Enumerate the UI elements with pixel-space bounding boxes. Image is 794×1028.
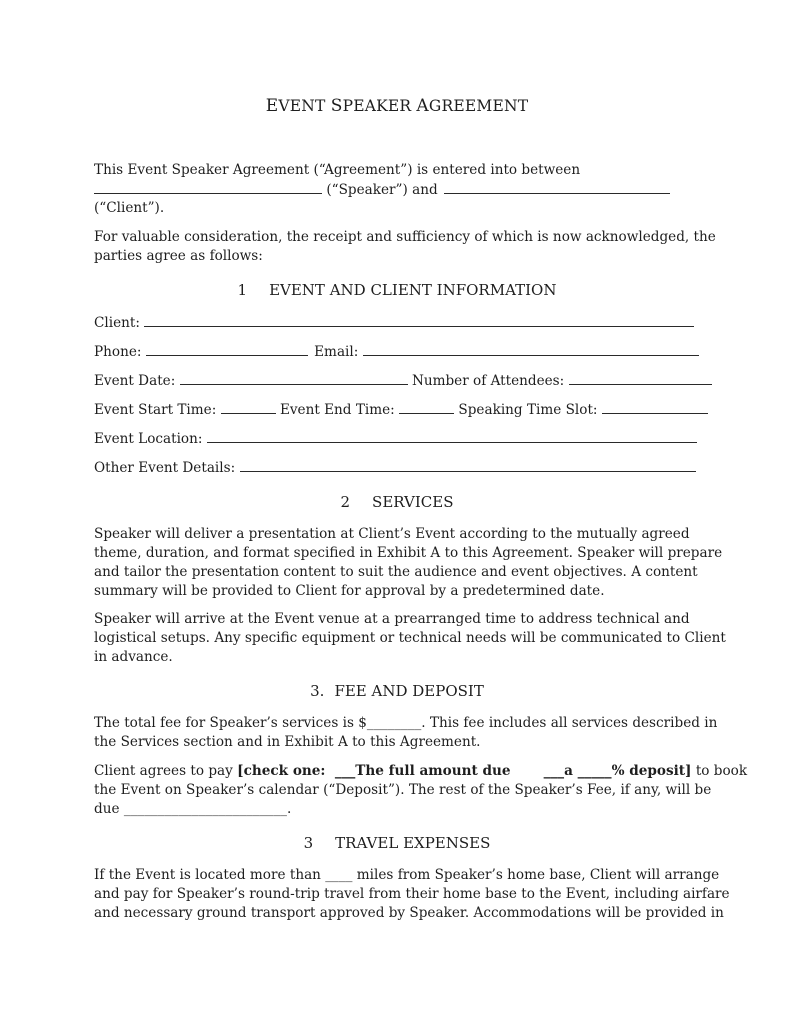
section-title: TRAVEL EXPENSES — [335, 834, 491, 852]
event-date-field[interactable] — [180, 371, 408, 385]
travel-para-line: If the Event is located more than ____ miles from Speaker’s home base, Client will arrange — [94, 867, 720, 883]
start-time-field[interactable] — [221, 400, 276, 414]
deposit-options[interactable]: [check one: ___The full amount due ___a _____% deposit] — [237, 763, 692, 779]
fee-para-1-line: the Services section and in Exhibit A to this Agreement. — [94, 734, 481, 750]
section-heading-services — [0, 493, 794, 511]
contact-field-row — [94, 342, 699, 362]
client-name-blank[interactable] — [444, 180, 670, 194]
title-part: PEAKER — [342, 97, 417, 115]
intro-line-1: This Event Speaker Agreement (“Agreement”) is entered into between — [94, 162, 581, 178]
client-field-row — [94, 313, 694, 333]
section-number: 2 — [340, 493, 351, 511]
other-details-label: Other Event Details: — [94, 460, 236, 476]
section-title: SERVICES — [372, 493, 454, 511]
date-field-row — [94, 371, 712, 391]
intro-line-2 — [94, 180, 670, 200]
speaker-name-blank[interactable] — [94, 180, 322, 194]
time-slot-field[interactable] — [602, 400, 708, 414]
phone-field[interactable] — [146, 342, 308, 356]
consideration-line-1: For valuable consideration, the receipt and sufficiency of which is now acknowledged, the — [94, 229, 716, 245]
fee-para-1-line: The total fee for Speaker’s services is $________. This fee includes all services described in — [94, 715, 718, 731]
other-details-row — [94, 458, 696, 478]
time-field-row — [94, 400, 708, 420]
speaker-label: (“Speaker”) and — [326, 182, 438, 198]
document-title — [0, 96, 794, 116]
phone-field-label: Phone: — [94, 344, 142, 360]
section-heading-travel — [0, 834, 794, 852]
title-part: GREEMENT — [428, 97, 529, 115]
services-para-1-line: Speaker will deliver a presentation at Client’s Event according to the mutually agreed — [94, 526, 690, 542]
services-para-2-line: logistical setups. Any specific equipment or technical needs will be communicated to Client — [94, 630, 726, 646]
other-details-field[interactable] — [240, 458, 696, 472]
travel-para-line: and necessary ground transport approved by Speaker. Accommodations will be provided in — [94, 905, 724, 921]
title-letter: S — [330, 96, 343, 116]
end-time-label: Event End Time: — [279, 402, 395, 418]
attendees-label: Number of Attendees: — [411, 373, 565, 389]
title-part: VENT — [278, 97, 331, 115]
section-number: 3. — [310, 682, 325, 700]
client-label: (“Client”). — [94, 200, 165, 216]
email-field[interactable] — [363, 342, 699, 356]
client-field-label: Client: — [94, 315, 140, 331]
deposit-line-2: the Event on Speaker’s calendar (“Deposit”). The rest of the Speaker’s Fee, if any, will be — [94, 782, 712, 798]
location-field[interactable] — [207, 429, 697, 443]
client-field[interactable] — [144, 313, 694, 327]
title-letter: E — [265, 96, 279, 116]
time-slot-label: Speaking Time Slot: — [458, 402, 598, 418]
services-para-1-line: and tailor the presentation content to suit the audience and event objectives. A content — [94, 564, 698, 580]
services-para-2-line: in advance. — [94, 649, 173, 665]
deposit-line-3: due ________________________. — [94, 801, 292, 817]
services-para-1-line: theme, duration, and format specified in Exhibit A to this Agreement. Speaker will prepare — [94, 545, 723, 561]
services-para-2-line: Speaker will arrive at the Event venue at a prearranged time to address technical and — [94, 611, 690, 627]
section-number: 3 — [303, 834, 314, 852]
consideration-line-2: parties agree as follows: — [94, 248, 263, 264]
location-field-row — [94, 429, 697, 449]
start-time-label: Event Start Time: — [94, 402, 217, 418]
travel-para-line: and pay for Speaker’s round-trip travel from their home base to the Event, including airfare — [94, 886, 730, 902]
section-title: EVENT AND CLIENT INFORMATION — [269, 281, 557, 299]
services-para-1-line: summary will be provided to Client for approval by a predetermined date. — [94, 583, 605, 599]
title-letter: A — [416, 96, 429, 116]
deposit-prefix: Client agrees to pay — [94, 763, 233, 779]
end-time-field[interactable] — [399, 400, 454, 414]
section-heading-fee — [0, 682, 794, 700]
email-field-label: Email: — [314, 344, 359, 360]
location-label: Event Location: — [94, 431, 203, 447]
section-title: FEE AND DEPOSIT — [334, 682, 484, 700]
section-number: 1 — [237, 281, 248, 299]
deposit-suffix: to book — [695, 763, 748, 779]
section-heading-event-info — [0, 281, 794, 299]
event-date-label: Event Date: — [94, 373, 176, 389]
deposit-line-1 — [94, 762, 747, 781]
attendees-field[interactable] — [569, 371, 712, 385]
